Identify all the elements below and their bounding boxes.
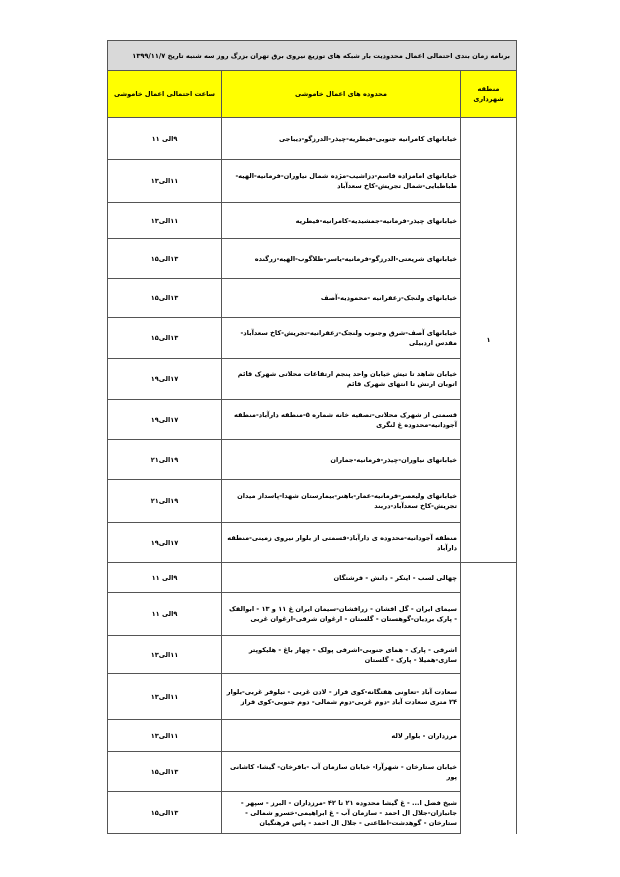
table-row [108, 674, 517, 720]
outage-time: ۹الی ۱۱ [108, 563, 222, 593]
table-row [108, 239, 517, 279]
table-row [108, 593, 517, 636]
outage-area: خیابانهای کامرانیه جنوبی-فیطریه-چیذر-الدرزگو-دیباجی [222, 118, 461, 160]
outage-time: ۱۷الی۱۹ [108, 400, 222, 440]
table-row [108, 400, 517, 440]
outage-time: ۱۹الی۲۱ [108, 440, 222, 480]
outage-area: اشرفی - پارک - همای جنوبی-اشرفی پولک - چهار باغ - هلیکوپتر سازی-همیلا - پارک - گلستان [222, 636, 461, 674]
outage-time: ۱۷الی۱۹ [108, 359, 222, 400]
blackout-schedule-table [107, 40, 517, 834]
outage-time: ۱۹الی۲۱ [108, 480, 222, 523]
table-row [108, 720, 517, 752]
outage-time: ۱۳الی۱۵ [108, 792, 222, 834]
outage-area: قسمتی از شهرک محلاتی-تصفیه خانه شماره ۵-منطقه دارآباد-منطقه آجودانیه-محدوده غ لنگری [222, 400, 461, 440]
outage-area: سیمای ایران - گل افشان - زرافشان-سیمان ایران غ ۱۱ و ۱۳ - ابوالفک - پارک بردیان-گوهستان - گلستان - ارغوان شرقی-ارغوان غربی [222, 593, 461, 636]
table-row [108, 279, 517, 318]
zone-number: ۱ [461, 118, 517, 563]
table-row [108, 203, 517, 239]
outage-time: ۹الی ۱۱ [108, 118, 222, 160]
outage-area: خیابان شاهد تا تیش خیابان واحد پنجم ارتفاعات محلاتی شهرک قائم اتوبان ارتش تا انتهای شهرک قائم [222, 359, 461, 400]
table-row [108, 318, 517, 359]
table-row [108, 118, 517, 160]
table-row [108, 752, 517, 792]
table-row [108, 480, 517, 523]
outage-area: مرزداران - بلوار لاله [222, 720, 461, 752]
outage-time: ۱۷الی۱۹ [108, 523, 222, 563]
header-time: ساعت احتمالی اعمال خاموشی [108, 71, 222, 118]
outage-time: ۱۱الی۱۳ [108, 720, 222, 752]
outage-area: خیابانهای ولنجک-زعفرانیه -محمودیه-آصف [222, 279, 461, 318]
table-row [108, 792, 517, 834]
outage-area: خیابانهای ولیعصر-فرمانیه-عمار-باهنر-بیمارستان شهدا-پاسداز میدان تجریش-کاخ سعدآباد-دربند [222, 480, 461, 523]
outage-time: ۱۱الی۱۳ [108, 203, 222, 239]
table-row [108, 523, 517, 563]
table-row [108, 359, 517, 400]
outage-time: ۱۱الی۱۳ [108, 674, 222, 720]
outage-time: ۱۱الی۱۳ [108, 160, 222, 203]
outage-area: خیابانهای آصف-شرق وجنوب ولنجک-زعفرانیه-تجریش-کاخ سعدآباد-مقدس اردبیلی [222, 318, 461, 359]
outage-area: خیابانهای امامزاده قاسم-دزاشیب-مژده شمال نیاوران-فرمانیه-الهیه-طباطبایی-شمال تجریش-کاخ سعدآباد [222, 160, 461, 203]
table-title: برنامه زمان بندی احتمالی اعمال محدودیت بار شبکه های توزیع نیروی برق تهران بزرگ روز سه شنبه تاریخ ۱۳۹۹/۱۱/۷ [108, 41, 517, 71]
header-areas: محدوده های اعمال خاموشی [222, 71, 461, 118]
title-row [108, 41, 517, 71]
table-row [108, 160, 517, 203]
table-row [108, 440, 517, 480]
outage-time: ۱۳الی۱۵ [108, 279, 222, 318]
zone-number [461, 563, 517, 834]
outage-area: خیابان ستارخان - شهرآرا- خیابان سازمان آب -باقرخان- گیشا- کاشانی پور [222, 752, 461, 792]
table-row [108, 636, 517, 674]
outage-area: سعادت آباد -تعاونی هفتگانه-کوی فراز - لادن غربی - تیلوفر غربی-بلوار ۲۴ متری سعادت آباد -دوم غربی-دوم شمالی- دوم جنوبی-کوی فراز [222, 674, 461, 720]
header-row [108, 71, 517, 118]
outage-area: خیابانهای نیاوران-چیذر-فرمانیه-جماران [222, 440, 461, 480]
outage-time: ۱۱الی۱۳ [108, 636, 222, 674]
outage-time: ۱۳الی۱۵ [108, 239, 222, 279]
zone-2-group [108, 563, 517, 834]
outage-time: ۱۳الی۱۵ [108, 318, 222, 359]
zone-1-group [108, 118, 517, 563]
outage-area: خیابانهای چیذر-فرمانیه-جمشیدیه-کامرانیه-فیطریه [222, 203, 461, 239]
outage-area: منطقه آجودانیه-محدوده ی دارآباد-قسمتی از بلوار نیروی زمینی-منطقه دارآباد [222, 523, 461, 563]
outage-time: ۱۳الی۱۵ [108, 752, 222, 792]
outage-area: خیابانهای شریعتی-الدرزگو-فرمانیه-یاسر-ظلاگوب-الهیه-زرگنده [222, 239, 461, 279]
header-zone: منطقه شهرداری [461, 71, 517, 118]
outage-area: چهالی لسب - اینکر - دانش - فرشتگان [222, 563, 461, 593]
outage-area: شیخ فضل ا... - غ گیشا محدوده ۲۱ تا ۴۲ -مرزداران - البرز - سپهر - جانبازان-جلال ال احمد - سازمان آب - غ ابراهیمی-خسرو شمالی - ستارخان - گوهدشت-اطاعتی - جلال ال احمد - پاس فرهنگیان [222, 792, 461, 834]
outage-time: ۹الی ۱۱ [108, 593, 222, 636]
table-row [108, 563, 517, 593]
